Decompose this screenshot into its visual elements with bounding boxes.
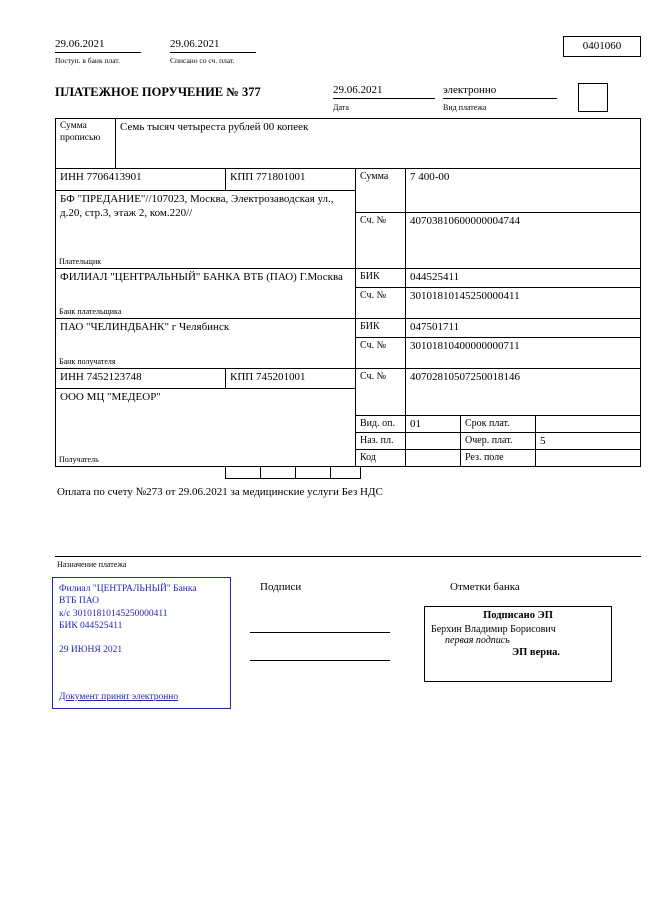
document-date-label: Дата [333, 103, 349, 112]
date-received-label: Поступ. в банк плат. [55, 56, 120, 65]
signatures-label: Подписи [260, 581, 302, 593]
amount-in-words-value: Семь тысяч четыреста рублей 00 копеек [115, 118, 641, 169]
date-debited-label: Списано со сч. плат. [170, 56, 235, 65]
op-type-label: Вид. оп. [355, 415, 406, 433]
stamp-date: 29 ИЮНЯ 2021 [59, 645, 123, 656]
signature-line-2 [250, 660, 390, 661]
purpose-code-value [405, 432, 461, 450]
ep-verified-note: ЭП верна. [511, 647, 560, 658]
empty-cell [295, 466, 331, 479]
payee-bank-bik-value: 047501711 [405, 318, 641, 338]
payment-kind: электронно [443, 84, 557, 99]
payer-bank-account-label: Сч. № [355, 287, 406, 319]
payer-bank-name: ФИЛИАЛ "ЦЕНТРАЛЬНЫЙ" БАНКА ВТБ (ПАО) Г.Москва [60, 271, 343, 283]
payer-account-label: Сч. № [355, 212, 406, 269]
document-date: 29.06.2021 [333, 84, 435, 99]
payer-bank-bik-label: БИК [355, 268, 406, 288]
purpose-code-label: Наз. пл. [355, 432, 406, 450]
payer-caption: Плательщик [59, 257, 102, 266]
ep-signed-title: Подписано ЭП [483, 610, 553, 621]
payee-inn: ИНН 7452123748 [55, 368, 226, 389]
payer-bank-bik-value: 044525411 [405, 268, 641, 288]
stamp-corr-account: к/с 30101810145250000411 [59, 608, 168, 619]
sum-label: Сумма [355, 168, 406, 213]
payee-account-label: Сч. № [355, 368, 406, 416]
payment-kind-label: Вид платежа [443, 103, 487, 112]
purpose-divider [55, 556, 641, 557]
empty-cell [225, 466, 261, 479]
payee-bank-cell [55, 318, 356, 369]
pay-term-label: Срок плат. [460, 415, 536, 433]
empty-cell [260, 466, 296, 479]
payer-bank-account-value: 30101810145250000411 [405, 287, 641, 319]
stamp-bank-name-line2: ВТБ ПАО [59, 596, 99, 607]
payee-caption: Получатель [59, 455, 99, 464]
priority-value: 5 [535, 432, 641, 450]
amount-in-words-label: Сумма прописью [55, 118, 116, 169]
code-value [405, 449, 461, 467]
bank-marks-label: Отметки банка [450, 581, 520, 593]
date-received-by-bank: 29.06.2021 [55, 38, 141, 53]
signature-line-1 [250, 632, 390, 633]
payee-bank-caption: Банк получателя [59, 357, 116, 366]
payment-purpose: Оплата по счету №273 от 29.06.2021 за медицинские услуги Без НДС [57, 486, 383, 498]
payee-bank-account-label: Сч. № [355, 337, 406, 369]
ep-signature-role: первая подпись [445, 635, 510, 646]
payment-purpose-caption: Назначение платежа [57, 560, 127, 569]
document-title: ПЛАТЕЖНОЕ ПОРУЧЕНИЕ № 377 [55, 85, 261, 99]
ep-signer-name: Берхин Владимир Борисович [431, 624, 556, 635]
stamp-accepted-note: Документ принят электронно [59, 691, 179, 702]
bank-acceptance-stamp [52, 577, 231, 709]
payer-name: БФ "ПРЕДАНИЕ"//107023, Москва, Электрозаводская ул., д.20, стр.3, этаж 2, ком.220// [60, 193, 334, 219]
payer-inn: ИНН 7706413901 [55, 168, 226, 191]
payment-kind-code-box [578, 83, 608, 112]
payee-name: ООО МЦ "МЕДЕОР" [60, 391, 161, 403]
payee-bank-bik-label: БИК [355, 318, 406, 338]
form-code-box: 0401060 [563, 36, 641, 57]
payer-kpp: КПП 771801001 [225, 168, 356, 191]
reserve-label: Рез. поле [460, 449, 536, 467]
payee-bank-name: ПАО "ЧЕЛИНДБАНК" г Челябинск [60, 321, 230, 333]
payer-account-value: 40703810600000004744 [405, 212, 641, 269]
stamp-bank-name-line1: Филиал "ЦЕНТРАЛЬНЫЙ" Банка [59, 584, 197, 594]
op-type-value: 01 [405, 415, 461, 433]
reserve-value [535, 449, 641, 467]
priority-label: Очер. плат. [460, 432, 536, 450]
stamp-bik: БИК 044525411 [59, 621, 123, 632]
payer-bank-cell [55, 268, 356, 319]
code-label: Код [355, 449, 406, 467]
pay-term-value [535, 415, 641, 433]
payee-account-value: 40702810507250018146 [405, 368, 641, 416]
electronic-signature-stamp [424, 606, 612, 682]
payer-bank-caption: Банк плательщика [59, 307, 122, 316]
empty-cell [330, 466, 361, 479]
payee-kpp: КПП 745201001 [225, 368, 356, 389]
sum-value: 7 400-00 [405, 168, 641, 213]
payer-cell [55, 190, 356, 269]
payee-cell [55, 388, 356, 467]
payee-bank-account-value: 30101810400000000711 [405, 337, 641, 369]
date-debited: 29.06.2021 [170, 38, 256, 53]
